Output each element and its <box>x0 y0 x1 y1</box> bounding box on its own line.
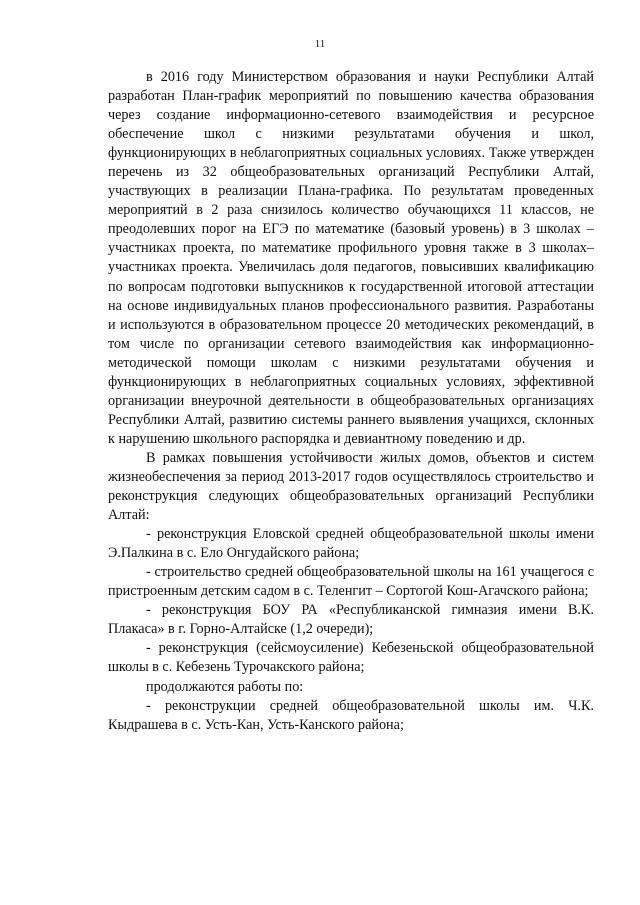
list-item-elo-school: - реконструкция Еловской средней общеобразовательной школы имени Э.Палкина в с. Ело Онгудайского района; <box>108 526 594 562</box>
list-item-telengit-school: - строительство средней общеобразовательной школы на 161 учащегося с пристроенным детским садом в с. Теленгит – Сортогой Кош-Агачского района; <box>108 564 594 600</box>
list-item-ust-kan-school: - реконструкции средней общеобразовательной школы им. Ч.К. Кыдрашева в с. Усть-Кан, Усть-Канского района; <box>108 697 594 733</box>
paragraph-construction-intro: В рамках повышения устойчивости жилых домов, объектов и систем жизнеобеспечения за период 2013-2017 годов осуществлялось строительство и реконструкция следующих общеобразовательных организаций Республики Алтай: <box>108 449 594 524</box>
page-number: 11 <box>314 38 326 50</box>
list-item-gymnasium-plakas: - реконструкция БОУ РА «Республиканской гимназия имени В.К. Плакаса» в г. Горно-Алтайске (1,2 очереди); <box>108 602 594 638</box>
paragraph-ongoing-works: продолжаются работы по: <box>146 678 304 695</box>
list-item-kebezen-school: - реконструкция (сейсмоусиление) Кебезеньской общеобразовательной школы в с. Кебезень Турочакского района; <box>108 640 594 676</box>
paragraph-school-quality-plan: в 2016 году Министерством образования и науки Республики Алтай разработан План-график мероприятий по повышению качества образования через создание информационно-сетевого взаимодействия и ресурсное обеспечение школ с низкими результатами обучения и школ, функционирующих в неблагоприятных социальных условиях. Также утвержден перечень из 32 общеобразовательных организаций Республики Алтай, участвующих в реализации Плана-графика. По результатам проведенных мероприятий в 2 раза снизилось количество обучающихся 11 классов, не преодолевших порог на ЕГЭ по математике (базовый уровень) в 3 школах – участниках проекта, по математике профильного уровня также в 3 школах– участниках проекта. Увеличилась доля педагогов, повысивших квалификацию по вопросам подготовки выпускников к государственной итоговой аттестации на основе индивидуальных планов профессионального развития. Разработаны и используются в образовательном процессе 20 методических рекомендаций, в том числе по организации сетевого взаимодействия как информационно-методической помощи школам с низкими результатами обучения и функционирующих в неблагоприятных социальных условиях, эффективной организации внеурочной деятельности в общеобразовательных организациях Республики Алтай, развитию системы раннего выявления учащихся, склонных к нарушению школьного распорядка и девиантному поведению и др. <box>108 69 594 447</box>
document-body <box>108 68 594 735</box>
